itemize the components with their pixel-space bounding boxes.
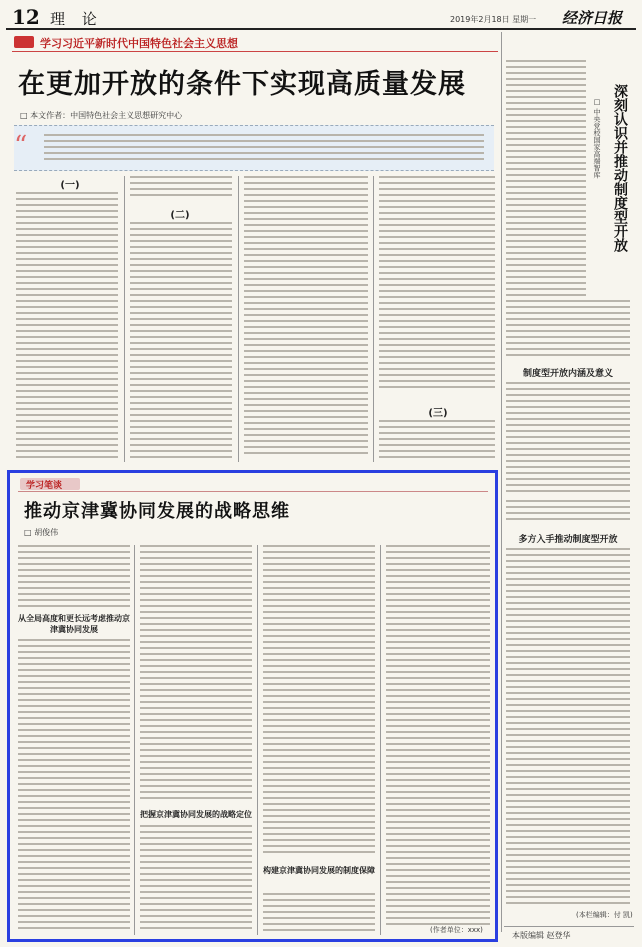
main-subhead-1: (一)	[60, 180, 80, 191]
feature-article-author: □ 胡俊伟	[24, 528, 59, 537]
page-number: 12	[12, 5, 40, 29]
page-footer	[504, 928, 634, 942]
main-column-2a	[130, 176, 232, 200]
column-rule	[238, 176, 239, 462]
page-editor: 本版编辑 赵登华	[512, 931, 571, 940]
newspaper-logo: 经济日报	[562, 9, 623, 27]
abstract-text	[44, 134, 484, 168]
side-article-title: 深刻认识并推动制度型开放	[612, 84, 628, 252]
article-abstract	[14, 125, 494, 171]
section-divider	[501, 32, 502, 932]
side-column-3	[506, 548, 630, 908]
main-column-1	[16, 192, 118, 462]
feature-column-1a	[18, 545, 130, 611]
feature-rule	[18, 491, 488, 492]
feature-column-3a	[263, 545, 375, 861]
main-column-2	[130, 222, 232, 462]
main-column-3	[244, 176, 368, 462]
main-subhead-2: (二)	[170, 210, 190, 221]
feature-byline: (作者单位：xxx)	[430, 926, 483, 934]
feature-column-2a	[140, 545, 252, 805]
side-article-subtitle: □ 中央党校国家高端智库	[593, 98, 601, 179]
issue-date: 2019年2月18日 星期一	[450, 15, 537, 24]
feature-subhead-3: 构建京津冀协同发展的制度保障	[263, 866, 375, 875]
column-rule	[373, 176, 374, 462]
main-column-4a	[379, 176, 495, 396]
banner-icon	[14, 36, 34, 48]
feature-column-2b	[140, 825, 252, 935]
column-rule	[380, 545, 381, 935]
page-header	[6, 4, 636, 30]
side-column-intro-b	[506, 300, 630, 360]
main-article-title: 在更加开放的条件下实现高质量发展	[18, 69, 466, 100]
feature-subhead-1: 从全局高度和更长远考虑推动京津冀协同发展	[18, 614, 130, 634]
feature-column-1	[18, 639, 130, 935]
feature-article-title: 推动京津冀协同发展的战略思维	[24, 501, 290, 522]
side-subhead-3: 多方入手推动制度型开放	[518, 535, 618, 545]
feature-column-banner: 学习笔谈	[26, 481, 63, 491]
side-column-2	[506, 382, 630, 498]
column-banner	[12, 33, 498, 52]
column-banner-label: 学习习近平新时代中国特色社会主义思想	[40, 37, 238, 50]
main-article-author: □ 本文作者：中国特色社会主义思想研究中心	[20, 111, 183, 120]
side-column-2b	[506, 500, 630, 524]
column-rule	[134, 545, 135, 935]
column-rule	[257, 545, 258, 935]
side-subhead-1: 制度型开放内涵及意义	[522, 369, 613, 379]
main-subhead-3: (三)	[428, 408, 448, 419]
feature-subhead-2: 把握京津冀协同发展的战略定位	[140, 810, 252, 819]
section-name: 理 论	[50, 10, 103, 28]
footer-rule	[504, 926, 634, 927]
side-byline: (本栏编辑：付 凯)	[576, 911, 633, 919]
column-rule	[124, 176, 125, 462]
quote-mark-icon: “	[14, 131, 28, 161]
main-column-4b	[379, 420, 495, 462]
feature-column-3b	[263, 893, 375, 935]
feature-column-4	[386, 545, 490, 929]
feature-article-box[interactable]	[7, 470, 498, 942]
